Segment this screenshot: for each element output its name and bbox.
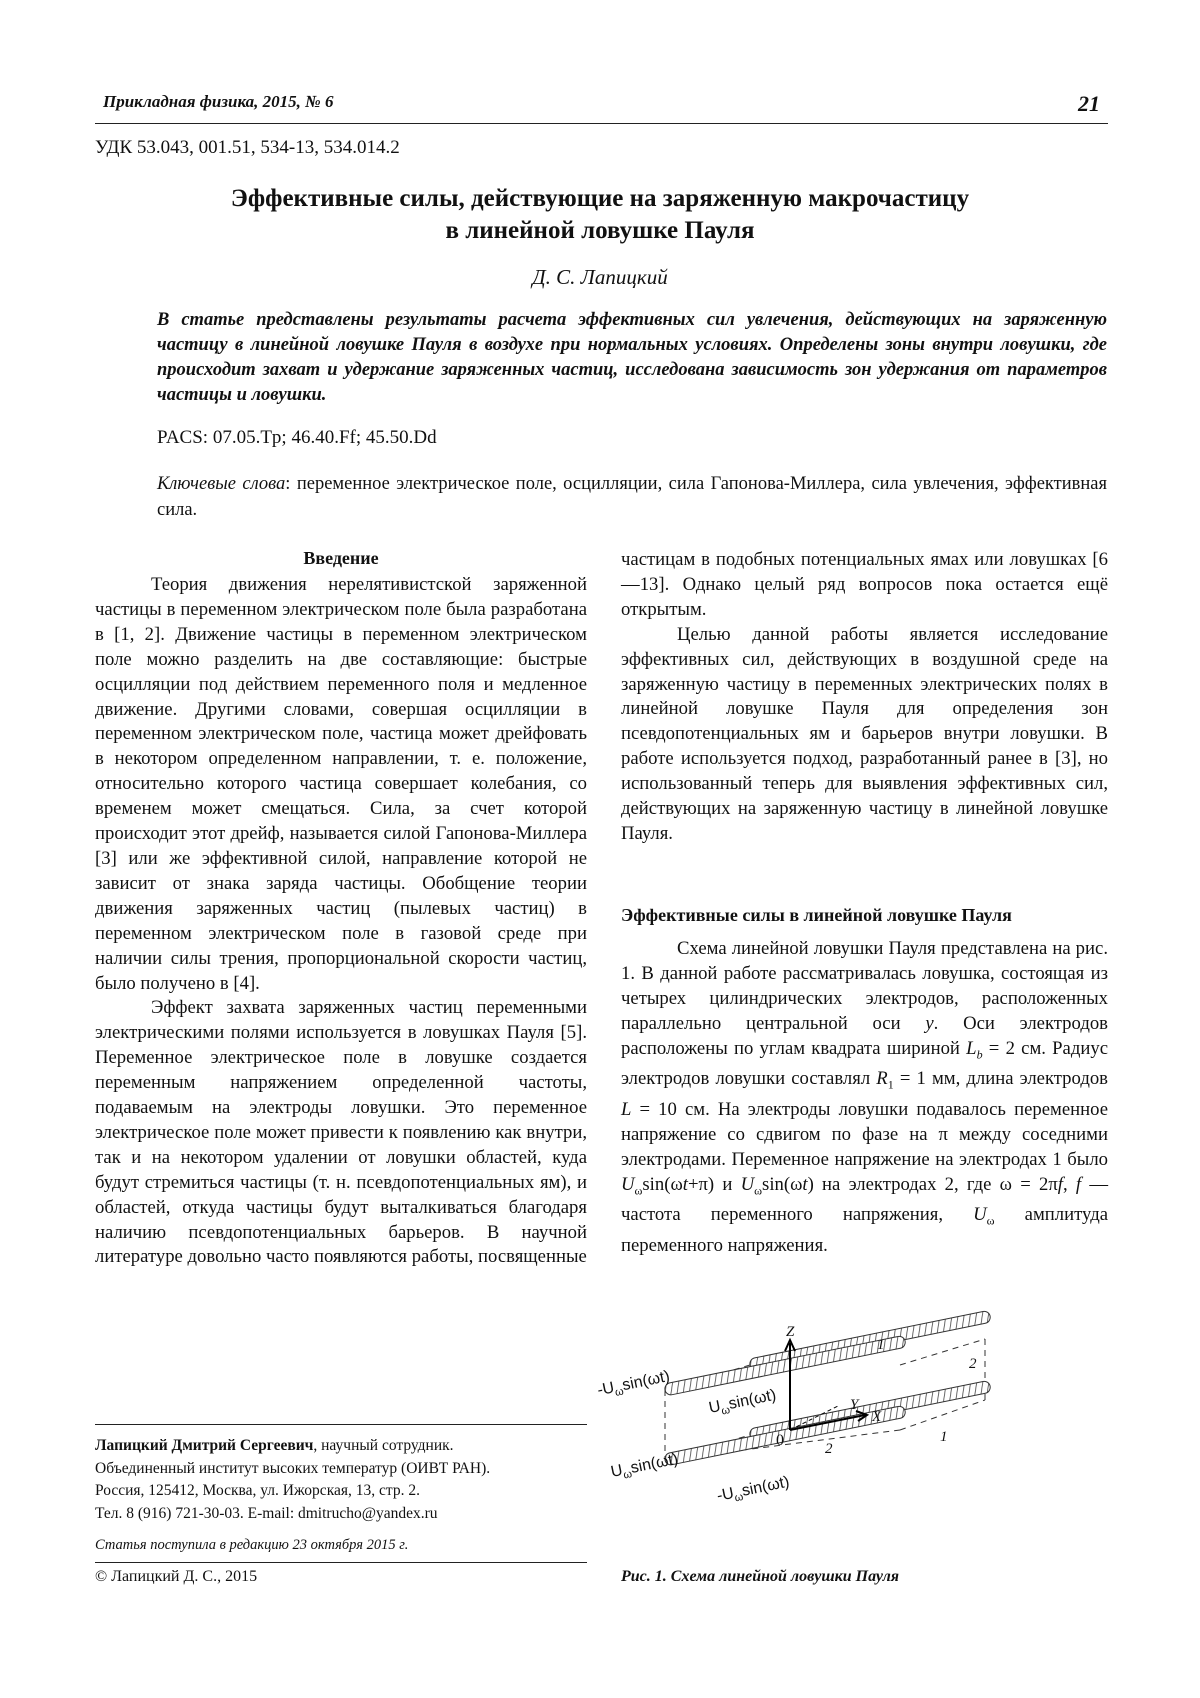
footnote-contacts: Тел. 8 (916) 721-30-03. E-mail: dmitrucho@yandex.ru — [95, 1504, 438, 1522]
keywords — [157, 471, 1107, 523]
header-rule — [95, 123, 1108, 124]
section-2-heading: Эффективные силы в линейной ловушке Пауля — [621, 905, 1012, 925]
voltage-label-lower-mid: $-U_\omega\sin(\omega t)$ — [715, 1473, 791, 1505]
voltage-label-lower-left: $U_\omega\sin(\omega t)$ — [609, 1450, 680, 1482]
axis-y-label: Y — [850, 1397, 859, 1413]
page-number: 21 — [1078, 91, 1100, 116]
electrode-rod-upper-front — [664, 1335, 906, 1396]
electrode-label-1-top: 1 — [877, 1337, 885, 1353]
footnote-rule — [95, 1424, 587, 1425]
axis-x-label: X — [872, 1409, 882, 1425]
section-2-body — [621, 937, 1108, 1259]
author-footnote: Лапицкий Дмитрий Сергеевич, научный сотрудник. Объединенный институт высоких температур (ОИВТ РАН). Россия, 125412, Москва, ул. Ижорская, 13, стр. 2. Тел. 8 (916) 721-30-03. E-mail: dmitrucho@yandex.ru — [95, 1435, 587, 1525]
keywords-label: Ключевые слова — [157, 474, 286, 494]
intro-paragraph-3: частицам в подобных потенциальных ямах или ловушках [6—13]. Однако целый ряд вопросов пока остается ещё открытым. — [621, 549, 1108, 620]
trap-diagram — [595, 1324, 1110, 1565]
electrode-label-2-top: 2 — [969, 1356, 977, 1372]
axis-z-label: Z — [786, 1324, 795, 1340]
electrode-label-1-right: 1 — [940, 1429, 948, 1445]
intro-heading: Введение — [303, 548, 379, 568]
keywords-text: : переменное электрическое поле, осцилляции, сила Гапонова-Миллера, сила увлечения, эффективная сила. — [157, 474, 1107, 520]
pacs-codes: PACS: 07.05.Tp; 46.40.Ff; 45.50.Dd — [157, 427, 437, 448]
paper-title — [0, 183, 1200, 247]
udc-code: УДК 53.043, 001.51, 534-13, 534.014.2 — [95, 137, 400, 158]
title-line-2: в линейной ловушке Пауля — [445, 217, 755, 244]
electrode-label-2-mid: 2 — [825, 1441, 833, 1457]
electrode-rod-lower-front — [664, 1405, 906, 1466]
received-date: Статья поступила в редакцию 23 октября 2015 г. — [95, 1537, 409, 1553]
footnote-address: Россия, 125412, Москва, ул. Ижорская, 13, стр. 2. — [95, 1482, 420, 1499]
left-column — [95, 573, 587, 1270]
abstract — [157, 308, 1107, 408]
title-line-1: Эффективные силы, действующие на заряженную макрочастицу — [230, 185, 970, 212]
footnote-affiliation: Объединенный институт высоких температур (ОИВТ РАН). — [95, 1459, 491, 1477]
voltage-label-upper-left: $-U_\omega\sin(\omega t)$ — [595, 1367, 672, 1400]
intro-paragraph-2: Эффект захвата заряженных частиц переменными электрическими полями используется в ловушках Пауля [5]. Переменное электрическое поле в ловушке создается переменным напряжением определенной частоты, подаваемым на электроды ловушки. Это переменное электрическое поле может привести к появлению как внутри, так и на некотором удалении от ловушки областей, куда будут стремиться частицы (т. н. псевдопотенциальных ям), и областей, откуда частицы будут выталкиваться благодаря наличию псевдопотенциальных барьеров. В научной литературе довольно часто появляются работы, посвященные — [95, 997, 587, 1268]
received-rule — [95, 1562, 587, 1563]
abstract-text: В статье представлены результаты расчета эффективных сил увлечения, действующих на заряженную частицу в линейной ловушке Пауля в воздухе при нормальных условиях. Определены зоны внутри ловушки, где происходит захват и удержание заряженных частиц, исследована зависимость зон удержания от параметров частицы и ловушки. — [157, 310, 1107, 405]
footnote-author-name: Лапицкий Дмитрий Сергеевич — [95, 1437, 314, 1454]
origin-label: 0 — [776, 1432, 784, 1449]
copyright: © Лапицкий Д. С., 2015 — [95, 1568, 258, 1585]
running-head: Прикладная физика, 2015, № 6 — [103, 92, 334, 111]
figure-caption: Рис. 1. Схема линейной ловушки Пауля — [621, 1568, 900, 1585]
right-column-top — [621, 548, 1108, 847]
voltage-label-upper-mid: $U_\omega\sin(\omega t)$ — [707, 1386, 778, 1418]
intro-paragraph-1: Теория движения нерелятивистской заряженной частицы в переменном электрическом поле была разработана в [1, 2]. Движение частицы в переменном электрическом поле можно разделить на две составляющие: быстрые осцилляции под действием переменного поля и медленное движение. Другими словами, совершая осцилляции в переменном электрическом поле, частица может дрейфовать в некотором определенном направлении, т. е. положение, относительно которого частица совершает колебания, со временем может смещаться. Сила, за счет которой происходит этот дрейф, называется силой Гапонова-Миллера [3] или же эффективной силой, направление которой не зависит от знака заряда частицы. Обобщение теории движения заряженных частиц (пылевых частиц) в переменном электрическом поле в газовой среде при наличии силы трения, пропорциональной скорости частиц, было получено в [4]. — [95, 574, 587, 994]
section-2-paragraph-1: Схема линейной ловушки Пауля представлена на рис. 1. В данной работе рассматривалась ловушка, состоящая из четырех цилиндрических электродов, расположенных параллельно центральной оси y. Оси электродов расположены по углам квадрата шириной $L_b = 2$ см. Радиус электродов ловушки составлял $R_1 = 1$ мм, длина электродов L = 10 см. На электроды ловушки подавалось переменное напряжение со сдвигом по фазе на π между соседними электродами. Переменное напряжение на электродах 1 было $U_\omega\sin(\omega t+\pi)$ и $U_\omega\sin(\omega t)$ на электродах 2, где ω = 2πf, f — частота переменного напряжения, $U_\omega$ амплитуда переменного напряжения. — [621, 938, 1109, 1256]
author: Д. С. Лапицкий — [532, 265, 668, 289]
intro-paragraph-4: Целью данной работы является исследование эффективных сил, действующих в воздушной среде на заряженную частицу в переменных электрических полях в линейной ловушке Пауля для определения зон псевдопотенциальных ям и барьеров внутри ловушки. В работе используется подход, разработанный ранее в [3], но использованный теперь для выявления эффективных сил, действующих на заряженную частицу в линейной ловушке Пауля. — [621, 623, 1108, 844]
